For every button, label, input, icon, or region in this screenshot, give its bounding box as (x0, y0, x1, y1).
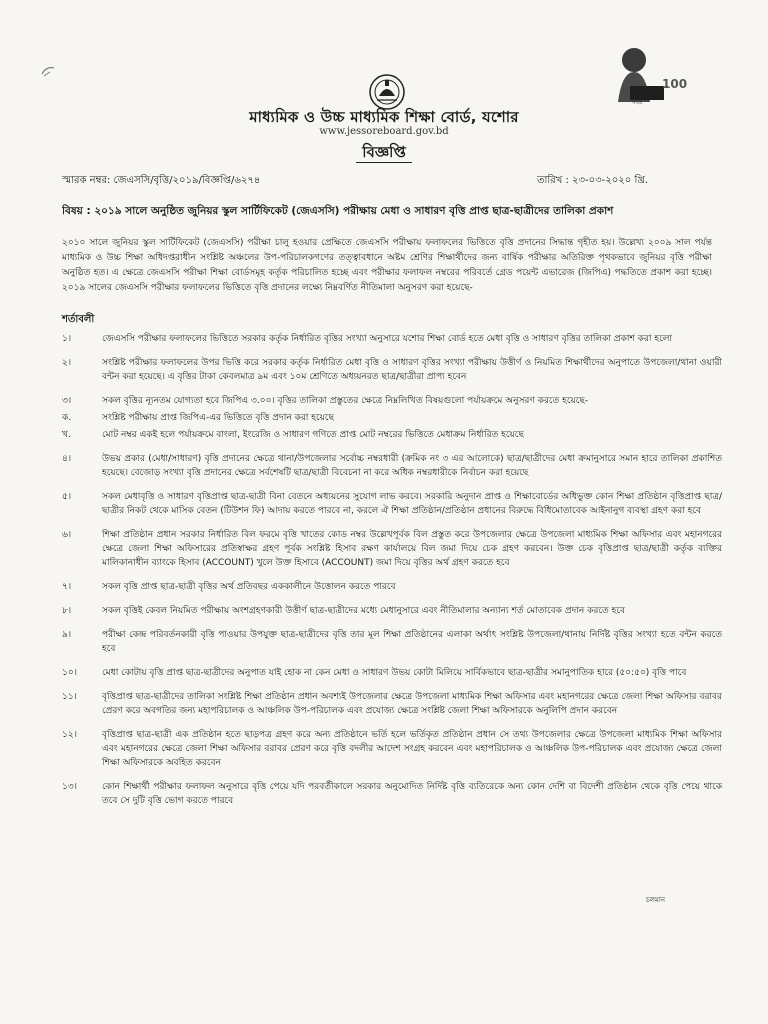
condition-number: ১১। (62, 692, 77, 702)
mujib-100-logo-icon (612, 42, 692, 108)
condition-item (62, 780, 722, 808)
condition-item (62, 394, 722, 408)
condition-text: সকল বৃত্তিই কেবল নিয়মিত পরীক্ষায় অংশগ্রহণকারী উত্তীর্ণ ছাত্র-ছাত্রীদের মধ্যে মেধানুসারে এবং নীতিমালার অন্যান্য শর্ত মোতাবেক প্রদান করতে হবে (102, 606, 625, 616)
condition-number: ৫। (62, 492, 72, 502)
memo-reference: স্মারক নম্বর: জেএসসি/বৃত্তি/২০১৯/বিজ্ঞপ্তি/৬২৭৪ (62, 175, 261, 186)
condition-text: উভয় প্রকার (মেধা/সাধারণ) বৃত্তি প্রদানের ক্ষেত্রে থানা/উপজেলার সর্বোচ্চ নম্বরধারী (ক্রমিক নং ৩ এর আলোকে) ছাত্র/ছাত্রীদের মেধা ক্রমানুসারে সমান হারে তালিকা প্রকাশিত হয়েছে। বেজোড় সংখ্যা বৃত্তি প্রদানের ক্ষেত্রে সর্বশেষটি ছাত্র/ছাত্রী বিবেচনা না করে অধিক নম্বরধারীকে নির্বাচন করা হয়েছে (102, 454, 722, 478)
condition-subitem (62, 428, 722, 442)
condition-text: মোট নম্বর একই হলে পর্যায়ক্রমে বাংলা, ইংরেজি ও সাধারণ গণিতে প্রাপ্ত মোট নম্বরের ভিত্তিতে মেধাক্রম নির্ধারিত হয়েছে (102, 430, 524, 440)
condition-number: ৬। (62, 530, 72, 540)
intro-paragraph: ২০১০ সালে জুনিয়র স্কুল সার্টিফিকেট (জেএসসি) পরীক্ষা চালু হওয়ার প্রেক্ষিতে জেএসসি পরীক্ষায় ফলাফলের ভিত্তিতে বৃত্তি প্রদানের সিদ্ধান্ত গৃহীত হয়। উল্লেখ্য ২০০৯ সাল পর্যন্ত মাধ্যমিক ও উচ্চ শিক্ষা অধিদপ্তরাধীন সংশ্লিষ্ট অঞ্চলের উপ-পরিচালকগণের তত্ত্বাবধানে অষ্টম শ্রেণির শিক্ষার্থীদের জন্য বার্ষিক পরীক্ষার অতিরিক্ত পৃথকভাবে জুনিয়র বৃত্তি পরীক্ষা অনুষ্ঠিত হত। এ ক্ষেত্রে জেএসসি পরীক্ষা শিক্ষা বোর্ডসমূহ কর্তৃক পরিচালিত হচ্ছে এবং পরীক্ষার ফলাফল নম্বরের পরিবর্তে গ্রেড পয়েন্ট এভারেজ (জিপিএ) পদ্ধতিতে প্রকাশ করা হচ্ছে। ২০১৯ সালের জেএসসি পরীক্ষার ফলাফলের ভিত্তিতে বৃত্তি প্রদানের লক্ষ্যে নিম্নবর্ণিত নীতিমালা অনুসরণ করা হয়েছে- (62, 238, 712, 293)
board-name: মাধ্যমিক ও উচ্চ মাধ্যমিক শিক্ষা বোর্ড, যশোর (249, 108, 519, 126)
pen-mark-icon (40, 64, 56, 78)
conditions-heading: শর্তাবলী (62, 314, 95, 325)
condition-text: জেএসসি পরীক্ষার ফলাফলের ভিত্তিতে সরকার কর্তৃক নির্ধারিত বৃত্তির সংখ্যা অনুসারে যশোর শিক্ষা বোর্ড হতে মেধা বৃত্তি ও সাধারণ বৃত্তির তালিকা প্রকাশ করা হলো (102, 334, 673, 344)
condition-item (62, 490, 722, 518)
condition-text: বৃত্তিপ্রাপ্ত ছাত্র-ছাত্রী এক প্রতিষ্ঠান হতে ছাড়পত্র গ্রহণ করে অন্য প্রতিষ্ঠানে ভর্তি হলে ভর্তিকৃত প্রতিষ্ঠান প্রধান সে তথ্য উপজেলার ক্ষেত্রে উপজেলা মাধ্যমিক শিক্ষা অফিসার এবং মহানগরের ক্ষেত্রে জেলা শিক্ষা অফিসার বরাবর প্রেরণ করে বৃত্তি বদলীর আদেশ সংগ্রহ করবেন এবং মহাপরিচালক ও আঞ্চলিক উপ-পরিচালক এবং প্রযোজ্য ক্ষেত্রে জেলা শিক্ষা অফিসারকে অবহিত করবেন (102, 730, 722, 768)
condition-item (62, 604, 722, 618)
condition-text: সকল বৃত্তি প্রাপ্ত ছাত্র-ছাত্রী বৃত্তির অর্থ প্রতিবছর এককালীনে উত্তোলন করতে পারবে (102, 582, 396, 592)
condition-text: শিক্ষা প্রতিষ্ঠান প্রধান সরকার নির্ধারিত বিল ফরমে বৃত্তি খাতের কোড নম্বর উল্লেখপূর্বক বিল প্রস্তুত করে উপজেলার ক্ষেত্রে উপজেলা মাধ্যমিক শিক্ষা অফিসার এবং মহানগরের ক্ষেত্রে জেলা শিক্ষা অফিসারের প্রতিস্বাক্ষর গ্রহণ পূর্বক সংশ্লিষ্ট হিসাব রক্ষণ কার্যালয়ে বিল জমা দিয়ে চেক গ্রহণ করবেন। উক্ত চেক বৃত্তিপ্রাপ্ত ছাত্র/ছাত্রী কর্তৃক ব্যক্তির মালিকানাধীন ব্যাংকে হিসাব (ACCOUNT) খুলে উক্ত হিসাবে (ACCOUNT) জমা দিয়ে বৃত্তির অর্থ গ্রহণ করতে হবে (102, 530, 722, 568)
condition-number: ক. (62, 413, 72, 423)
condition-item (62, 580, 722, 594)
condition-number: ১২। (62, 730, 77, 740)
condition-text: কোন শিক্ষার্থী পরীক্ষার ফলাফল অনুসারে বৃত্তি পেয়ে যদি পরবর্তীকালে সরকার অনুমোদিত নির্দিষ্ট বৃত্তি ব্যতিরেকে অন্য কোন দেশি বা বিদেশী প্রতিষ্ঠান থেকে বৃত্তি পেয়ে থাকে তবে সে দুটি বৃত্তি ভোগ করতে পারবে (102, 782, 722, 806)
condition-item (62, 356, 722, 384)
condition-item (62, 332, 722, 346)
condition-number: খ. (62, 430, 71, 440)
condition-item (62, 628, 722, 656)
notice-date: তারিখ : ২৩-০৩-২০২০ খ্রি. (537, 175, 648, 186)
condition-text: সকল বৃত্তির ন্যূনতম যোগ্যতা হবে জিপিএ ৩.০০। বৃত্তির তালিকা প্রস্তুতের ক্ষেত্রে নিম্নলিখিত বিষয়গুলো পর্যায়ক্রমে অনুসরণ করতে হয়েছে- (102, 396, 589, 406)
condition-text: বৃত্তিপ্রাপ্ত ছাত্র-ছাত্রীদের তালিকা সংশ্লিষ্ট শিক্ষা প্রতিষ্ঠান প্রধান অবশ্যই উপজেলার ক্ষেত্রে উপজেলা মাধ্যমিক শিক্ষা অফিসার এবং মহানগরের ক্ষেত্রে জেলা শিক্ষা অফিসার বরাবর প্রেরণ করে অবগতির জন্য মহাপরিচালক ও আঞ্চলিক উপ-পরিচালক এবং প্রযোজ্য ক্ষেত্রে সংশ্লিষ্ট জেলা শিক্ষা অফিসারকে অনুলিপি প্রদান করবেন (102, 692, 722, 716)
condition-number: ১৩। (62, 782, 77, 792)
board-website-link[interactable]: www.jessoreboard.gov.bd (319, 126, 449, 137)
condition-text: পরীক্ষা কেন্দ্র পরিবর্তনকারী বৃত্তি পাওয়ার উপযুক্ত ছাত্র-ছাত্রীদের বৃত্তি তার মূল শিক্ষা প্রতিষ্ঠানের এলাকা অর্থাৎ সংশ্লিষ্ট উপজেলা/থানায় নির্দিষ্ট বৃত্তির সংখ্যা হতে বন্টন করতে হবে (102, 630, 722, 654)
condition-text: সকল মেধাবৃত্তি ও সাধারণ বৃত্তিপ্রাপ্ত ছাত্র-ছাত্রী বিনা বেতনে অধ্যয়নের সুযোগ লাভ করবে। সরকারি অনুদান প্রাপ্ত ও শিক্ষাবোর্ডের অধিভুক্ত কোন শিক্ষা প্রতিষ্ঠান বৃত্তিপ্রাপ্ত ছাত্র/ছাত্রীর নিকট থেকে মাসিক বেতন (টিউশন ফি) আদায় করতে পারবে না, করলে ঐ শিক্ষা প্রতিষ্ঠান/প্রতিষ্ঠান প্রধানের বিরুদ্ধে বিধিমোতাবেক আইনানুগ ব্যবস্থা গ্রহণ করা হবে (102, 492, 722, 516)
condition-number: ৭। (62, 582, 72, 592)
condition-item (62, 690, 722, 718)
condition-item (62, 666, 722, 680)
notice-subject: বিষয় : ২০১৯ সালে অনুষ্ঠিত জুনিয়র স্কুল সার্টিফিকেট (জেএসসি) পরীক্ষায় মেধা ও সাধারণ বৃত্তি প্রাপ্ত ছাত্র-ছাত্রীদের তালিকা প্রকাশ (62, 205, 614, 217)
notice-title-text: বিজ্ঞপ্তি (356, 143, 412, 163)
notice-title (0, 141, 768, 166)
condition-subitem (62, 411, 722, 425)
condition-number: ১০। (62, 668, 77, 678)
continued-label: চলমান (646, 896, 666, 904)
condition-number: ৮। (62, 606, 72, 616)
condition-number: ২। (62, 358, 72, 368)
condition-number: ১। (62, 334, 72, 344)
svg-text:বছর: বছর (632, 99, 643, 106)
condition-item (62, 452, 722, 480)
condition-number: ৩। (62, 396, 72, 406)
condition-text: সংশ্লিষ্ট পরীক্ষার ফলাফলের উপর ভিত্তি করে সরকার কর্তৃক নির্ধারিত মেধা বৃত্তি ও সাধারণ বৃত্তির সংখ্যা পরীক্ষায় উত্তীর্ণ ও নিয়মিত শিক্ষার্থীদের অনুপাতে উপজেলা/থানা ওয়ারী বন্টন করা হয়েছে। এ বৃত্তির টাকা কেবলমাত্র ৯ম এবং ১০ম শ্রেণিতে অধ্যয়নরত ছাত্র/ছাত্রীরা প্রাপ্য হবেন (102, 358, 722, 382)
condition-text: মেধা কোটায় বৃত্তি প্রাপ্ত ছাত্র-ছাত্রীদের অনুপাত যাই হোক না কেন মেধা ও সাধারণ উভয় কোটা মিলিয়ে সার্বিকভাবে ছাত্র-ছাত্রীর সমানুপাতিক হারে (৫০:৫০) বৃত্তি পাবে (102, 668, 687, 678)
svg-text:100: 100 (662, 77, 688, 91)
condition-text: সংশ্লিষ্ট পরীক্ষায় প্রাপ্ত জিপিএ-এর ভিত্তিতে বৃত্তি প্রদান করা হয়েছে (102, 413, 334, 423)
condition-item (62, 528, 722, 570)
conditions-list (62, 332, 722, 818)
condition-number: ৯। (62, 630, 72, 640)
condition-item (62, 728, 722, 770)
condition-number: ৪। (62, 454, 72, 464)
